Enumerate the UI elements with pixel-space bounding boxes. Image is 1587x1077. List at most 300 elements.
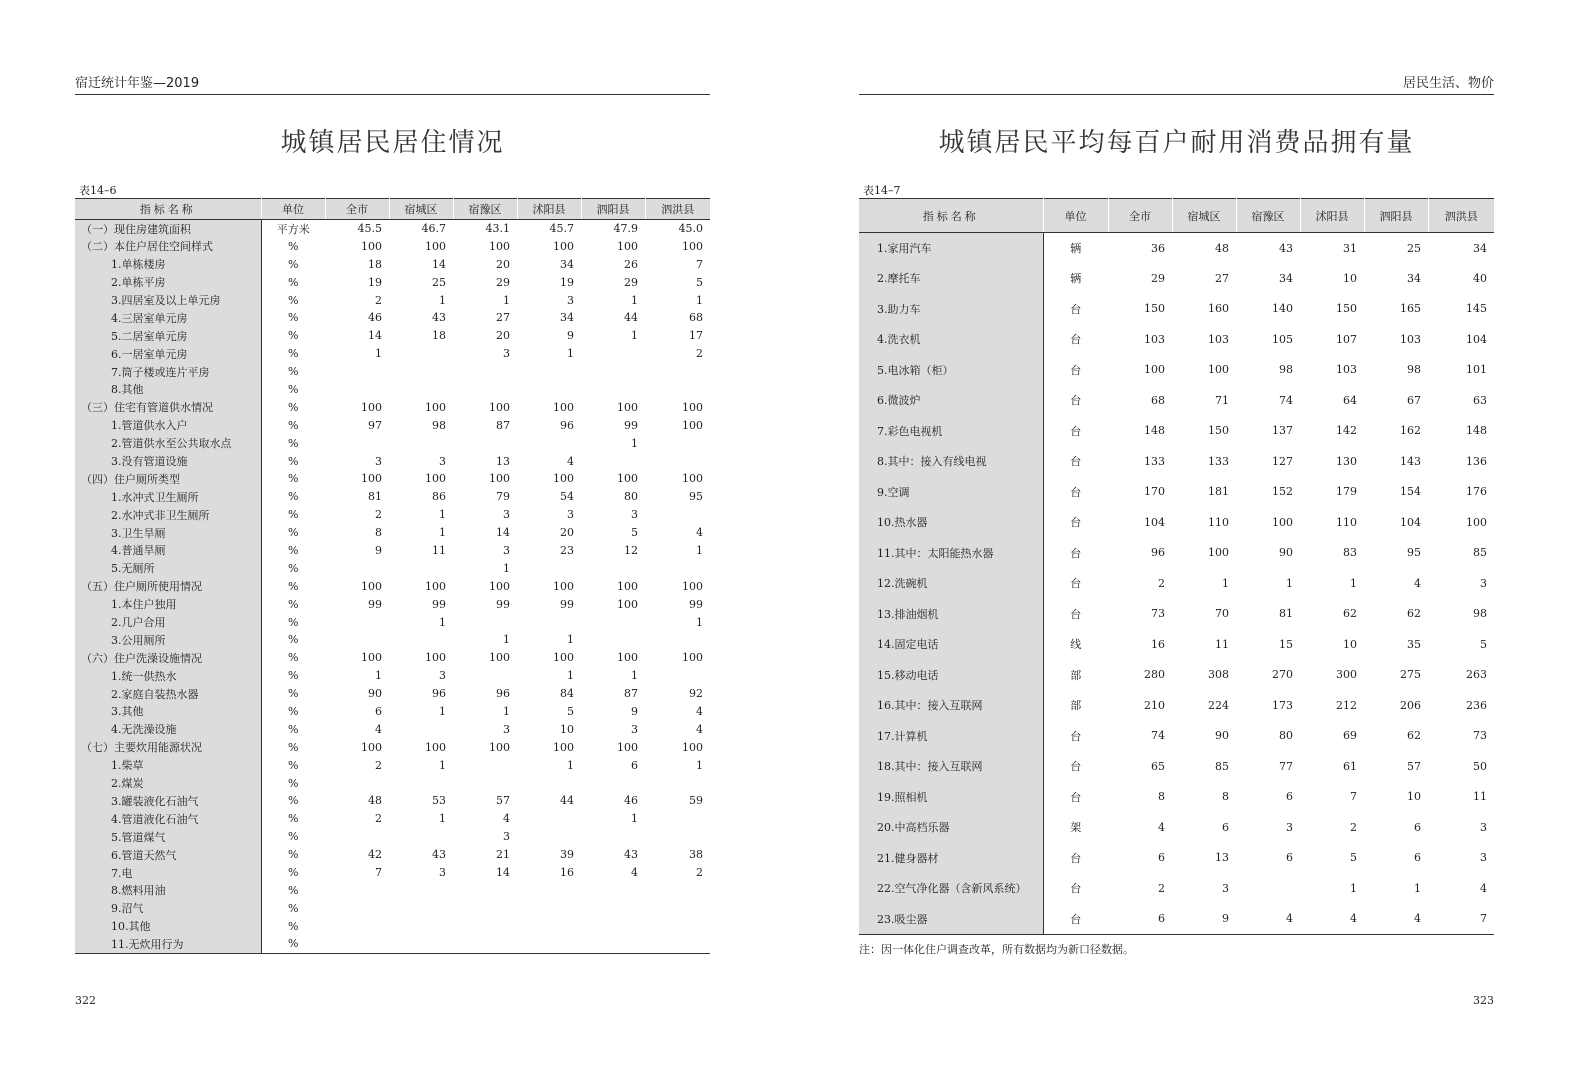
row-label: 5.管道煤气 [75,828,261,846]
row-value: 100 [489,472,510,486]
row-value: 53 [432,794,446,808]
row-value: 43 [1279,241,1293,255]
row-value: 64 [1343,393,1357,407]
row-label: 11.其中：太阳能热水器 [859,538,1043,569]
table-row [75,237,710,255]
row-value [517,434,581,452]
row-value: 212 [1336,698,1357,712]
row-value: 100 [1272,515,1293,529]
header-unit: 单位 [1043,199,1108,233]
table-row [859,843,1494,874]
table-row [859,904,1494,935]
header-region: 沭阳县 [1300,199,1364,233]
row-value: 83 [1343,546,1357,560]
table-row [75,703,710,721]
row-label: 3.罐装液化石油气 [75,792,261,810]
row-value: 148 [1144,424,1165,438]
row-value: 137 [1272,424,1293,438]
row-unit: % [288,543,299,557]
header-region: 全市 [1108,199,1172,233]
table-row [859,629,1494,660]
row-value [581,935,645,953]
row-value [389,363,453,381]
row-value: 100 [489,400,510,414]
row-value: 81 [1279,607,1293,621]
table-row [75,774,710,792]
row-value: 1 [1286,576,1293,590]
row-value: 101 [1466,363,1487,377]
table-row [75,309,710,327]
row-value: 47.9 [613,222,638,236]
row-value: 110 [1208,515,1229,529]
row-value: 20 [496,257,510,271]
row-value: 3 [1480,576,1487,590]
row-value: 20 [560,526,574,540]
row-label: 9.空调 [859,477,1043,508]
row-label: 4.管道液化石油气 [75,810,261,828]
row-unit: % [288,561,299,575]
row-unit: 台 [1070,363,1082,377]
row-value: 46.7 [421,222,446,236]
row-label: 1.水冲式卫生厕所 [75,488,261,506]
row-value [453,917,517,935]
row-label: 4.洗衣机 [859,324,1043,355]
row-unit: 部 [1070,699,1082,713]
table-row [859,416,1494,447]
row-value: 13 [496,454,510,468]
row-value: 5 [631,526,638,540]
row-value: 3 [439,454,446,468]
row-value [581,631,645,649]
row-label: 16.其中：接入互联网 [859,690,1043,721]
row-unit: % [288,329,299,343]
row-value [581,774,645,792]
row-value: 4 [1158,820,1165,834]
row-unit: % [288,901,299,915]
row-unit: 辆 [1070,272,1082,286]
row-value: 9 [375,543,382,557]
table-row [75,881,710,899]
row-value: 1 [631,812,638,826]
row-unit: % [288,615,299,629]
row-value: 20 [496,329,510,343]
row-value [453,899,517,917]
row-value: 1 [503,704,510,718]
row-value: 1 [631,669,638,683]
row-label: 4.无洗澡设施 [75,720,261,738]
row-value [645,810,710,828]
row-value: 74 [1279,393,1293,407]
row-unit: % [288,311,299,325]
row-value [581,559,645,577]
row-value: 36 [1151,241,1165,255]
row-value: 2 [696,347,703,361]
row-value: 100 [553,740,574,754]
row-value: 34 [1279,271,1293,285]
row-unit: % [288,579,299,593]
row-value: 85 [1215,759,1229,773]
table-note: 注：因一体化住户调查改革，所有数据均为新口径数据。 [859,943,1134,956]
row-value [389,434,453,452]
row-label: 12.洗碗机 [859,568,1043,599]
row-label: 4.三居室单元房 [75,309,261,327]
row-value: 100 [682,418,703,432]
row-unit: 台 [1070,485,1082,499]
row-value: 2 [375,293,382,307]
table-row [75,434,710,452]
row-unit: % [288,794,299,808]
row-unit: 台 [1070,851,1082,865]
row-value: 42 [368,848,382,862]
row-unit: % [288,382,299,396]
row-value: 10 [560,722,574,736]
row-value: 4 [1286,912,1293,925]
row-value: 7 [375,866,382,879]
row-unit: % [288,365,299,379]
row-value: 100 [553,239,574,253]
row-value: 100 [361,239,382,253]
row-value: 100 [617,597,638,611]
row-value: 43 [432,848,446,862]
row-unit: % [288,400,299,414]
row-value: 6 [631,758,638,772]
row-value: 100 [489,651,510,665]
row-value: 90 [1215,729,1229,743]
row-value: 100 [425,740,446,754]
table-row [75,363,710,381]
row-value: 150 [1336,302,1357,316]
row-value [389,559,453,577]
row-value: 96 [496,687,510,701]
row-value [581,452,645,470]
row-value: 145 [1466,302,1487,316]
row-unit: % [288,866,299,879]
row-value [645,506,710,524]
row-value: 143 [1400,454,1421,468]
row-value: 3 [567,293,574,307]
row-value [453,774,517,792]
row-label: 7.电 [75,864,261,882]
row-value: 80 [1279,729,1293,743]
row-value: 3 [503,830,510,844]
row-unit: % [288,454,299,468]
row-value: 100 [682,239,703,253]
row-label: 6.管道天然气 [75,846,261,864]
header-region: 泗洪县 [645,199,710,220]
row-value: 9 [631,704,638,718]
table-row [75,273,710,291]
row-label: 5.二居室单元房 [75,327,261,345]
row-value [581,363,645,381]
row-value: 81 [368,490,382,504]
row-value [453,381,517,399]
table-row [859,355,1494,386]
table-row [75,917,710,935]
row-value: 1 [375,669,382,683]
page-number: 322 [75,994,96,1007]
table-row [859,477,1494,508]
row-unit: % [288,526,299,540]
row-value: 59 [689,794,703,808]
row-unit: % [288,919,299,933]
row-value: 96 [560,418,574,432]
row-value: 62 [1343,607,1357,621]
row-value: 3 [503,347,510,361]
row-value: 100 [553,400,574,414]
row-value: 100 [425,579,446,593]
row-value: 95 [689,490,703,504]
row-value [581,899,645,917]
row-value: 50 [1473,759,1487,773]
row-value: 100 [489,740,510,754]
row-unit: % [288,722,299,736]
row-label: 2.水冲式非卫生厕所 [75,506,261,524]
row-value: 34 [560,311,574,325]
row-value: 127 [1272,454,1293,468]
table-row [75,416,710,434]
row-value [389,935,453,953]
row-value: 107 [1336,332,1357,346]
row-value: 1 [439,812,446,826]
row-unit: 台 [1070,577,1082,591]
row-value: 104 [1144,515,1165,529]
row-label: 7.彩色电视机 [859,416,1043,447]
row-value: 100 [617,400,638,414]
row-value [389,828,453,846]
table-row [75,542,710,560]
row-value: 3 [439,866,446,879]
table-row [75,613,710,631]
row-value: 2 [1158,881,1165,895]
table-row [75,577,710,595]
page-number: 323 [1473,994,1494,1007]
table-row [859,507,1494,538]
row-label: 3.卫生旱厕 [75,524,261,542]
table-row [75,595,710,613]
row-value: 99 [496,597,510,611]
row-label: 6.一居室单元房 [75,345,261,363]
row-value [517,881,581,899]
row-value: 4 [1480,881,1487,895]
row-value [645,434,710,452]
row-label: 8.其他 [75,381,261,399]
header-region: 泗阳县 [1364,199,1428,233]
row-value: 57 [1407,759,1421,773]
row-value: 63 [1473,393,1487,407]
row-unit: 架 [1070,821,1082,835]
row-value: 3 [631,722,638,736]
row-value [517,774,581,792]
row-value: 16 [560,866,574,879]
row-value: 1 [439,508,446,522]
row-unit: % [288,508,299,522]
row-unit: 台 [1070,607,1082,621]
row-value [645,452,710,470]
row-value [645,381,710,399]
row-value: 54 [560,490,574,504]
row-value: 77 [1279,759,1293,773]
row-unit: 台 [1070,333,1082,347]
row-value: 65 [1151,759,1165,773]
header-region: 泗洪县 [1428,199,1494,233]
row-value: 6 [1414,820,1421,834]
row-label: 11.无炊用行为 [75,935,261,953]
row-value: 4 [503,812,510,826]
row-value: 152 [1272,485,1293,499]
row-value: 179 [1336,485,1357,499]
table-row [859,751,1494,782]
row-label: 21.健身器材 [859,843,1043,874]
row-value [517,613,581,631]
row-unit: % [288,848,299,862]
row-label: 23.吸尘器 [859,904,1043,935]
row-label: 2.单栋平房 [75,273,261,291]
row-value: 1 [439,526,446,540]
row-label: （四）住户厕所类型 [75,470,261,488]
table-row [859,690,1494,721]
row-value: 70 [1215,607,1229,621]
row-value: 34 [1407,271,1421,285]
row-value: 11 [432,543,446,557]
row-label: 3.其他 [75,703,261,721]
row-label: 20.中高档乐器 [859,812,1043,843]
row-value: 1 [567,347,574,361]
row-value: 100 [1208,546,1229,560]
row-value: 1 [439,615,446,629]
row-value: 6 [1286,851,1293,865]
row-value: 2 [375,758,382,772]
header-region: 宿城区 [1172,199,1236,233]
row-unit: % [288,257,299,271]
row-label: 8.燃料用油 [75,881,261,899]
row-value: 96 [1151,546,1165,560]
table-row [75,452,710,470]
row-value: 99 [560,597,574,611]
row-value: 176 [1466,485,1487,499]
row-value: 3 [439,669,446,683]
row-value: 79 [496,490,510,504]
row-value: 1 [567,633,574,647]
row-unit: 台 [1070,424,1082,438]
row-label: 10.热水器 [859,507,1043,538]
row-value [453,881,517,899]
row-value: 2 [696,866,703,879]
row-value: 100 [617,472,638,486]
row-label: 2.煤炭 [75,774,261,792]
row-label: （二）本住户居住空间样式 [75,237,261,255]
row-label: 14.固定电话 [859,629,1043,660]
row-value: 23 [560,543,574,557]
row-unit: % [288,275,299,289]
row-unit: % [288,472,299,486]
row-value: 17 [689,329,703,343]
row-value: 2 [375,812,382,826]
row-value: 2 [1350,820,1357,834]
row-value: 103 [1144,332,1165,346]
row-value: 11 [1215,637,1229,651]
row-value [517,381,581,399]
row-value: 9 [1222,912,1229,925]
row-value: 3 [631,508,638,522]
row-value: 73 [1473,729,1487,743]
row-value: 14 [496,866,510,879]
row-value: 1 [375,347,382,361]
row-value: 7 [1350,790,1357,804]
row-value: 130 [1336,454,1357,468]
row-value: 25 [432,275,446,289]
row-value: 67 [1407,393,1421,407]
row-value: 45.7 [549,222,574,236]
row-value: 148 [1466,424,1487,438]
header-region: 宿城区 [389,199,453,220]
row-value: 105 [1272,332,1293,346]
table-row [859,538,1494,569]
row-value: 300 [1336,668,1357,682]
row-value: 61 [1343,759,1357,773]
row-value [389,899,453,917]
row-value [389,720,453,738]
row-value: 99 [368,597,382,611]
row-unit: 台 [1070,790,1082,804]
row-value [581,828,645,846]
header-region: 沭阳县 [517,199,581,220]
row-value: 6 [1158,851,1165,865]
row-value: 1 [503,561,510,575]
row-value: 4 [1414,576,1421,590]
row-label: 2.几户合用 [75,613,261,631]
row-value: 6 [1286,790,1293,804]
table-row [75,738,710,756]
row-value: 3 [1222,881,1229,895]
row-value: 263 [1466,668,1487,682]
row-unit: 台 [1070,394,1082,408]
running-head [75,72,710,95]
table-row [75,828,710,846]
row-value: 162 [1400,424,1421,438]
row-value: 29 [624,275,638,289]
table-row [75,631,710,649]
row-value: 110 [1336,515,1357,529]
row-value [389,917,453,935]
yearbook-title: 宿迁统计年鉴—2019 [75,76,200,91]
row-label: （三）住宅有管道供水情况 [75,398,261,416]
row-value: 68 [689,311,703,325]
row-value: 1 [631,329,638,343]
row-value: 18 [368,257,382,271]
header-region: 宿豫区 [1236,199,1300,233]
row-value: 100 [553,472,574,486]
row-value: 224 [1208,698,1229,712]
row-value: 100 [682,472,703,486]
row-label: （六）住户洗澡设施情况 [75,649,261,667]
row-label: 3.四居室及以上单元房 [75,291,261,309]
row-unit: % [288,812,299,826]
row-value: 57 [496,794,510,808]
row-unit: % [288,740,299,754]
row-value: 3 [503,722,510,736]
row-value [517,559,581,577]
row-value: 136 [1466,454,1487,468]
row-value: 40 [1473,271,1487,285]
row-value: 69 [1343,729,1357,743]
row-value: 71 [1215,393,1229,407]
row-value: 90 [368,687,382,701]
row-value: 4 [1414,912,1421,925]
row-unit: 台 [1070,302,1082,316]
row-label: 18.其中：接入互联网 [859,751,1043,782]
row-value: 280 [1144,668,1165,682]
row-value: 1 [567,669,574,683]
